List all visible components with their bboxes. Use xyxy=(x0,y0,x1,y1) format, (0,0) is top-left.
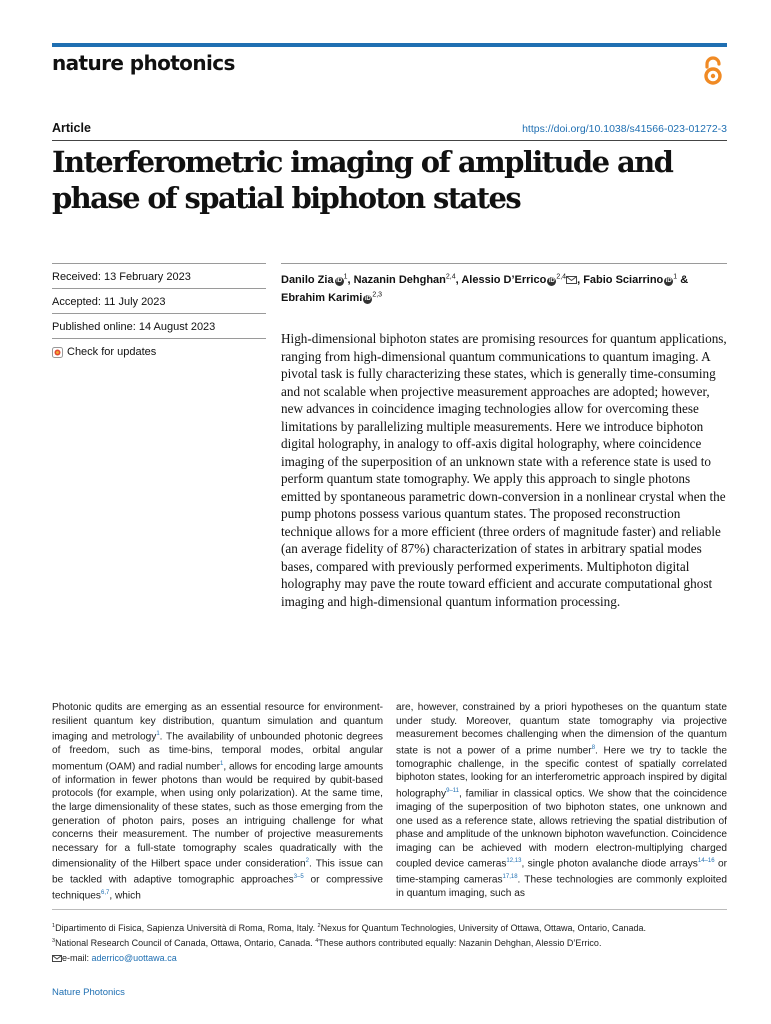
header-divider xyxy=(52,140,727,141)
citation-ref[interactable]: 14–16 xyxy=(697,858,715,865)
open-access-icon[interactable] xyxy=(700,56,726,86)
mail-icon xyxy=(52,955,62,962)
footer-journal-name: Nature Photonics xyxy=(52,987,125,998)
email-link[interactable]: aderrico@uottawa.ca xyxy=(91,953,177,963)
dates-divider xyxy=(52,263,266,264)
body-text: . This issue can be tackled with adaptive tomographic approaches xyxy=(52,858,383,886)
citation-ref[interactable]: 1 xyxy=(156,731,160,738)
body-text: . The availability of unbounded photonic degrees of freedom, such as time-bins, temporal modes, orbital angular momentum (OAM) and radial number xyxy=(52,731,383,773)
author: Ebrahim Karimi iD$^{2,3}$ xyxy=(281,291,383,305)
check-for-updates-button[interactable] xyxy=(52,346,156,358)
check-updates-icon xyxy=(52,347,63,358)
body-text: , single photon avalanche diode arrays xyxy=(521,858,698,870)
orcid-icon[interactable]: iD xyxy=(364,296,371,303)
authors-divider xyxy=(281,263,727,264)
citation-ref[interactable]: 12,13 xyxy=(506,858,522,865)
body-text: Photonic qudits are emerging as an essential resource for environment-resilient quantum key distribution, quantum simulation and quantum imaging and metrology xyxy=(52,702,383,743)
body-text: , which xyxy=(109,890,141,902)
author: Fabio Sciarrino $iD^1$ & xyxy=(583,273,689,286)
article-title: Interferometric imaging of amplitude and phase of spatial biphoton states xyxy=(52,145,673,215)
citation-ref[interactable]: 8 xyxy=(591,744,596,751)
body-text: or compressive techniques xyxy=(52,874,383,902)
published-date: Published online: 14 August 2023 xyxy=(52,321,216,333)
author: Danilo Zia $iD^1$, xyxy=(281,273,354,286)
body-text: . These technologies are commonly exploited in quantum imaging, such as xyxy=(396,874,727,900)
citation-ref[interactable]: 17,18 xyxy=(502,874,518,881)
article-type-label: Article xyxy=(52,121,91,135)
body-column-left xyxy=(52,701,383,903)
dates-divider xyxy=(52,288,266,289)
body-text: are, however, constrained by a priori hypotheses on the quantum state under study. Moreover, quantum state tomography via projective measurement becomes challenging when the dimension of the quantum state is not a power of a prime number xyxy=(396,702,727,757)
footnote-affiliations: $^3$National Research Council of Canada, Ottawa, Ontario, Canada. $^4$These authors contributed equally: Nazanin Dehghan, Alessio D’Errico. xyxy=(52,938,602,948)
citation-ref[interactable]: 6,7 xyxy=(100,890,110,897)
orcid-icon[interactable]: iD xyxy=(548,277,555,284)
footnote-divider xyxy=(52,909,727,910)
doi-link[interactable]: https://doi.org/10.1038/s41566-023-01272-3 xyxy=(522,123,727,135)
author: Nazanin Dehghan$^{2,4}$, xyxy=(353,273,462,286)
author-list xyxy=(281,269,727,306)
footnote-email: e-mail: aderrico@uottawa.ca xyxy=(52,953,742,963)
author: Alessio D’Errico iD$^{2,4}$ , xyxy=(461,273,584,286)
orcid-icon[interactable]: iD xyxy=(336,277,343,284)
mail-icon[interactable] xyxy=(566,276,577,284)
dates-divider xyxy=(52,313,266,314)
citation-ref[interactable]: 1 xyxy=(220,760,224,767)
journal-name: nature photonics xyxy=(52,51,235,75)
abstract: High-dimensional biphoton states are promising resources for quantum applications, ranging from high-dimensional quantum communications to quantum imaging. A pivotal task is fully characterizing these states, which is generally time-consuming and not scalable when projective measurement approaches are adopted; however, new advances in coincidence imaging technologies allow for overcoming these limitations by parallelizing multiple measurements. Here we introduce biphoton digital holography, in analogy to off-axis digital holography, where coincidence imaging of the superposition of an unknown state with a reference state is used to perform quantum state tomography. We apply this approach to single photons emitted by spontaneous parametric down-conversion in a nonlinear crystal when the pump photons possess various quantum states. The proposed reconstruction technique allows for a more efficient (three orders of magnitude faster) and reliable (an average fidelity of 87%) characterization of states in arbitrary spatial modes bases, compared with previously performed experiments. Multiphoton digital holography may pave the route toward efficient and accurate computational ghost imaging and high-dimensional quantum information processing. xyxy=(281,331,727,609)
check-updates-label: Check for updates xyxy=(67,346,157,358)
accepted-date: Accepted: 11 July 2023 xyxy=(52,296,166,308)
dates-divider xyxy=(52,338,266,339)
body-column-right xyxy=(396,701,727,901)
body-text: , familiar in classical optics. We show that the coincidence imaging of the superposition of two biphoton states, one unknown and one used as a reference state, allows retrieving the spatial distribution of phase and amplitude of the unknown biphoton wavefunction. Coincidence imaging can be achieved with modern electron-multiplying charged coupled device cameras xyxy=(396,788,727,870)
received-date: Received: 13 February 2023 xyxy=(52,271,191,283)
orcid-icon[interactable]: iD xyxy=(665,277,672,284)
body-text: or time-stamping cameras xyxy=(396,858,727,886)
citation-ref[interactable]: 2 xyxy=(305,858,309,865)
body-text: , allows for encoding large amounts of information in fewer photons than would be required by qubit-based protocols (for example, when using only polarization). At the same time, the large dimensionality of these states, such as those emerging from the generation of photon pairs, poses an intriguing challenge for what concerns their measurement. The number of projective measurements necessary for a full-state tomography scales quadratically with the dimensionality of the Hilbert space under consideration xyxy=(52,761,384,870)
footnote-affiliations: $^1$Dipartimento di Fisica, Sapienza Università di Roma, Roma, Italy. $^2$Nexus for Quantum Technologies, University of Ottawa, Ottawa, Ontario, Canada. xyxy=(52,923,647,933)
citation-ref[interactable]: 3–5 xyxy=(293,874,304,881)
citation-ref[interactable]: 9–11 xyxy=(446,787,460,794)
journal-accent-bar xyxy=(52,43,727,47)
body-text: . Here we try to tackle the tomographic challenge, in the specific contest of spatially correlated biphoton states, looking for an interferometric approach inspired by digital holography xyxy=(396,745,728,800)
